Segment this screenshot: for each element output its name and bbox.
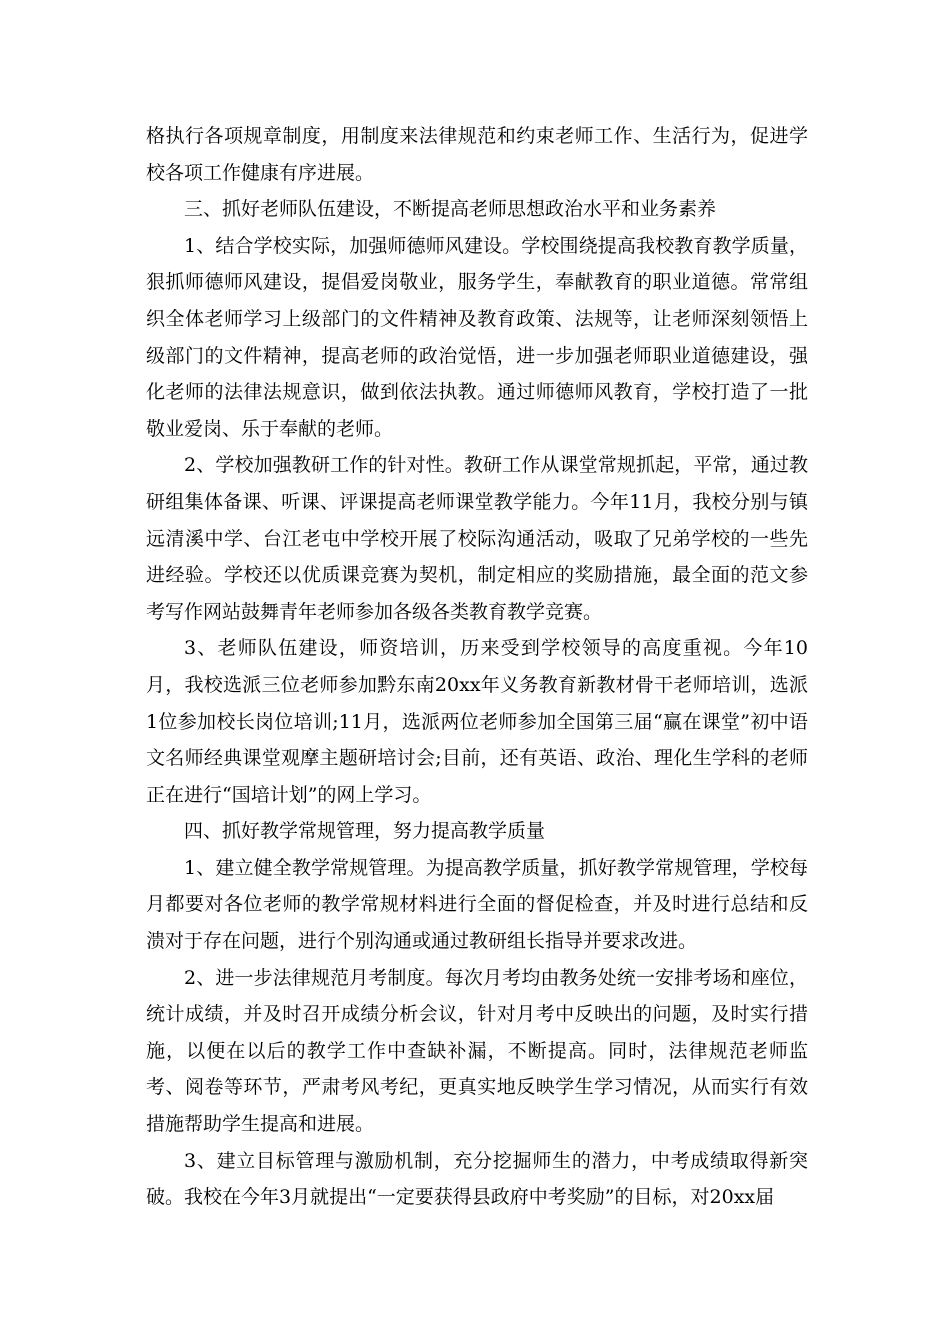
- paragraph-rules-continuation: 格执行各项规章制度，用制度来法律规范和约束老师工作、生活行为，促进学校各项工作健康有序进展。: [146, 125, 808, 184]
- paragraph-ethics-building: 1、结合学校实际，加强师德师风建设。学校围绕提高我校教育教学质量，狠抓师德师风建设，提倡爱岗敬业，服务学生，奉献教育的职业道德。常常组织全体老师学习上级部门的文件精神及教育政策、法规等，让老师深刻领悟上级部门的文件精神，提高老师的政治觉悟，进一步加强老师职业道德建设，强化老师的法律法规意识，做到依法执教。通过师德师风教育，学校打造了一批敬业爱岗、乐于奉献的老师。: [146, 234, 808, 440]
- document-body: [146, 118, 808, 1216]
- paragraph-teaching-research: 2、学校加强教研工作的针对性。教研工作从课堂常规抓起，平常，通过教研组集体备课、听课、评课提高老师课堂教学能力。今年11月，我校分别与镇远清溪中学、台江老屯中学校开展了校际沟通活动，吸取了兄弟学校的一些先进经验。学校还以优质课竞赛为契机，制定相应的奖励措施，最全面的范文参考写作网站鼓舞青年老师参加各级各类教育教学竞赛。: [146, 454, 808, 623]
- paragraph-target-management: 3、建立目标管理与激励机制，充分挖掘师生的潜力，中考成绩取得新突破。我校在今年3月就提出“一定要获得县政府中考奖励”的目标，对20xx届: [146, 1149, 808, 1209]
- paragraph-monthly-exam: 2、进一步法律规范月考制度。每次月考均由教务处统一安排考场和座位，统计成绩，并及时召开成绩分析会议，针对月考中反映出的问题，及时实行措施，以便在以后的教学工作中查缺补漏，不断提高。同时，法律规范老师监考、阅卷等环节，严肃考风考纪，更真实地反映学生学习情况，从而实行有效措施帮助学生提高和进展。: [146, 966, 808, 1136]
- section-heading-teacher-team: 三、抓好老师队伍建设，不断提高老师思想政治水平和业务素养: [184, 198, 717, 221]
- paragraph-teacher-training: 3、老师队伍建设，师资培训，历来受到学校领导的高度重视。今年10月，我校选派三位老师参加黔东南20xx年义务教育新教材骨干老师培训，选派1位参加校长岗位培训;11月，选派两位老师参加全国第三届“赢在课堂”初中语文名师经典课堂观摩主题研培讨会;目前，还有英语、政治、理化生学科的老师正在进行“国培计划”的网上学习。: [146, 637, 808, 806]
- section-heading-teaching-routine: 四、抓好教学常规管理，努力提高教学质量: [184, 820, 546, 843]
- paragraph-routine-management: 1、建立健全教学常规管理。为提高教学质量，抓好教学常规管理，学校每月都要对各位老师的教学常规材料进行全面的督促检查，并及时进行总结和反溃对于存在问题，进行个别沟通或通过教研组长指导并要求改进。: [146, 856, 808, 953]
